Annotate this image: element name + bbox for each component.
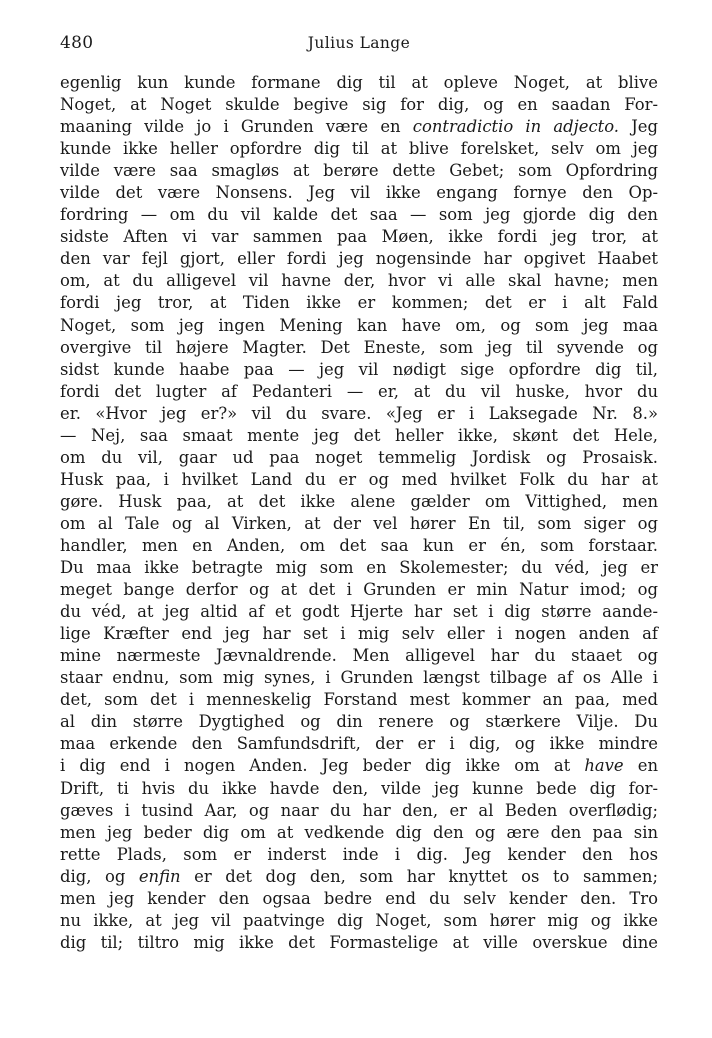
text-span: Noget, som jeg ingen Mening kan have om, og som jeg maa — [60, 315, 658, 335]
text-line — [60, 711, 658, 733]
text-span: du véd, at jeg altid af et godt Hjerte har set i dig større aande- — [60, 602, 658, 622]
italic-span: contradictio in adjecto. — [412, 117, 620, 137]
text-span: sidste Aften vi var sammen paa Møen, ikke fordi jeg tror, at — [60, 227, 658, 247]
text-line — [60, 270, 658, 292]
text-line — [60, 182, 658, 204]
text-line — [60, 623, 658, 645]
text-line — [60, 844, 658, 866]
text-span: meget bange derfor og at det i Grunden er min Natur imod; og — [60, 580, 658, 600]
text-line — [60, 513, 658, 535]
text-line — [60, 160, 658, 182]
text-span: nu ikke, at jeg vil paatvinge dig Noget, som hører mig og ikke — [60, 910, 658, 930]
text-span: fordi jeg tror, at Tiden ikke er kommen; det er i alt Fald — [60, 293, 658, 313]
text-span: Drift, ti hvis du ikke havde den, vilde jeg kunne bede dig for- — [60, 778, 658, 798]
text-span: Husk paa, i hvilket Land du er og med hvilket Folk du har at — [60, 469, 658, 489]
text-span: er. «Hvor jeg er?» vil du svare. «Jeg er i Laksegade Nr. 8.» — [60, 403, 658, 423]
text-line — [60, 733, 658, 755]
text-span: — Nej, saa smaat mente jeg det heller ikke, skønt det Hele, — [60, 425, 658, 445]
text-span: fordring — om du vil kalde det saa — som jeg gjorde dig den — [60, 205, 658, 225]
text-line — [60, 910, 658, 932]
text-line — [60, 800, 658, 822]
text-span: overgive til højere Magter. Det Eneste, som jeg til syvende og — [60, 337, 658, 357]
text-line — [60, 822, 658, 844]
text-line — [60, 204, 658, 226]
text-line — [60, 226, 658, 248]
text-line — [60, 403, 658, 425]
text-line — [60, 425, 658, 447]
text-span: gøre. Husk paa, at det ikke alene gælder om Vittighed, men — [60, 491, 658, 511]
text-span: maa erkende den Samfundsdrift, der er i dig, og ikke mindre — [60, 734, 658, 754]
text-line — [60, 381, 658, 403]
text-line — [60, 491, 658, 513]
page-header — [60, 33, 658, 55]
text-line — [60, 866, 658, 888]
text-line — [60, 138, 658, 160]
text-span: fordi det lugter af Pedanteri — er, at du vil huske, hvor du — [60, 381, 658, 401]
text-span: om, at du alligevel vil havne der, hvor vi alle skal havne; men — [60, 271, 658, 291]
text-line — [60, 667, 658, 689]
text-line — [60, 755, 658, 777]
text-span: Jeg — [619, 117, 658, 137]
text-span: Noget, at Noget skulde begive sig for dig, og en saadan For- — [60, 95, 658, 115]
text-span: en — [623, 756, 658, 776]
text-span: rette Plads, som er inderst inde i dig. Jeg kender den hos — [60, 844, 658, 864]
text-span: det, som det i menneskelig Forstand mest kommer an paa, med — [60, 690, 658, 710]
text-span: lige Kræfter end jeg har set i mig selv eller i nogen anden af — [60, 624, 658, 644]
page-number: 480 — [60, 33, 94, 53]
text-span: er det dog den, som har knyttet os to sammen; — [180, 866, 658, 886]
text-span: al din større Dygtighed og din renere og stærkere Vilje. Du — [60, 712, 658, 732]
text-line — [60, 689, 658, 711]
text-span: kunde ikke heller opfordre dig til at blive forelsket, selv om jeg — [60, 139, 658, 159]
text-span: sidst kunde haabe paa — jeg vil nødigt sige opfordre dig til, — [60, 359, 658, 379]
text-span: om du vil, gaar ud paa noget temmelig Jordisk og Prosaisk. — [60, 447, 658, 467]
italic-span: enfin — [138, 866, 181, 886]
text-line — [60, 248, 658, 270]
text-line — [60, 601, 658, 623]
text-line — [60, 447, 658, 469]
text-line — [60, 557, 658, 579]
text-span: vilde være saa smagløs at berøre dette Gebet; som Opfordring — [60, 161, 658, 181]
text-span: i dig end i nogen Anden. Jeg beder dig ikke om at — [60, 756, 585, 776]
text-line — [60, 469, 658, 491]
text-line — [60, 359, 658, 381]
text-span: vilde det være Nonsens. Jeg vil ikke engang fornye den Op- — [60, 183, 658, 203]
running-head: Julius Lange — [307, 34, 411, 52]
text-line — [60, 645, 658, 667]
text-span: om al Tale og al Virken, at der vel hører En til, som siger og — [60, 513, 658, 533]
text-span: dig, og — [60, 866, 139, 886]
text-span: handler, men en Anden, om det saa kun er én, som forstaar. — [60, 535, 658, 555]
text-line — [60, 72, 658, 94]
text-line — [60, 778, 658, 800]
text-line — [60, 337, 658, 359]
text-span: den var fejl gjort, eller fordi jeg nogensinde har opgivet Haabet — [60, 249, 658, 269]
text-span: Du maa ikke betragte mig som en Skolemester; du véd, jeg er — [60, 558, 658, 578]
text-line — [60, 94, 658, 116]
text-line — [60, 535, 658, 557]
text-span: men jeg beder dig om at vedkende dig den og ære den paa sin — [60, 822, 658, 842]
text-span: mine nærmeste Jævnaldrende. Men alligevel har du staaet og — [60, 646, 658, 666]
text-span: egenlig kun kunde formane dig til at opleve Noget, at blive — [60, 73, 658, 92]
text-line — [60, 315, 658, 337]
italic-span: have — [584, 756, 624, 776]
text-span: gæves i tusind Aar, og naar du har den, er al Beden overflødig; — [60, 800, 658, 820]
text-line — [60, 116, 658, 138]
text-span: staar endnu, som mig synes, i Grunden længst tilbage af os Alle i — [60, 668, 658, 688]
body-text — [60, 72, 658, 954]
text-line — [60, 579, 658, 601]
text-line — [60, 932, 658, 954]
text-span: men jeg kender den ogsaa bedre end du selv kender den. Tro — [60, 888, 658, 908]
text-line — [60, 292, 658, 314]
text-span: maaning vilde jo i Grunden være en — [60, 117, 413, 137]
text-span: dig til; tiltro mig ikke det Formastelige at ville overskue dine — [60, 932, 658, 952]
text-line — [60, 888, 658, 910]
